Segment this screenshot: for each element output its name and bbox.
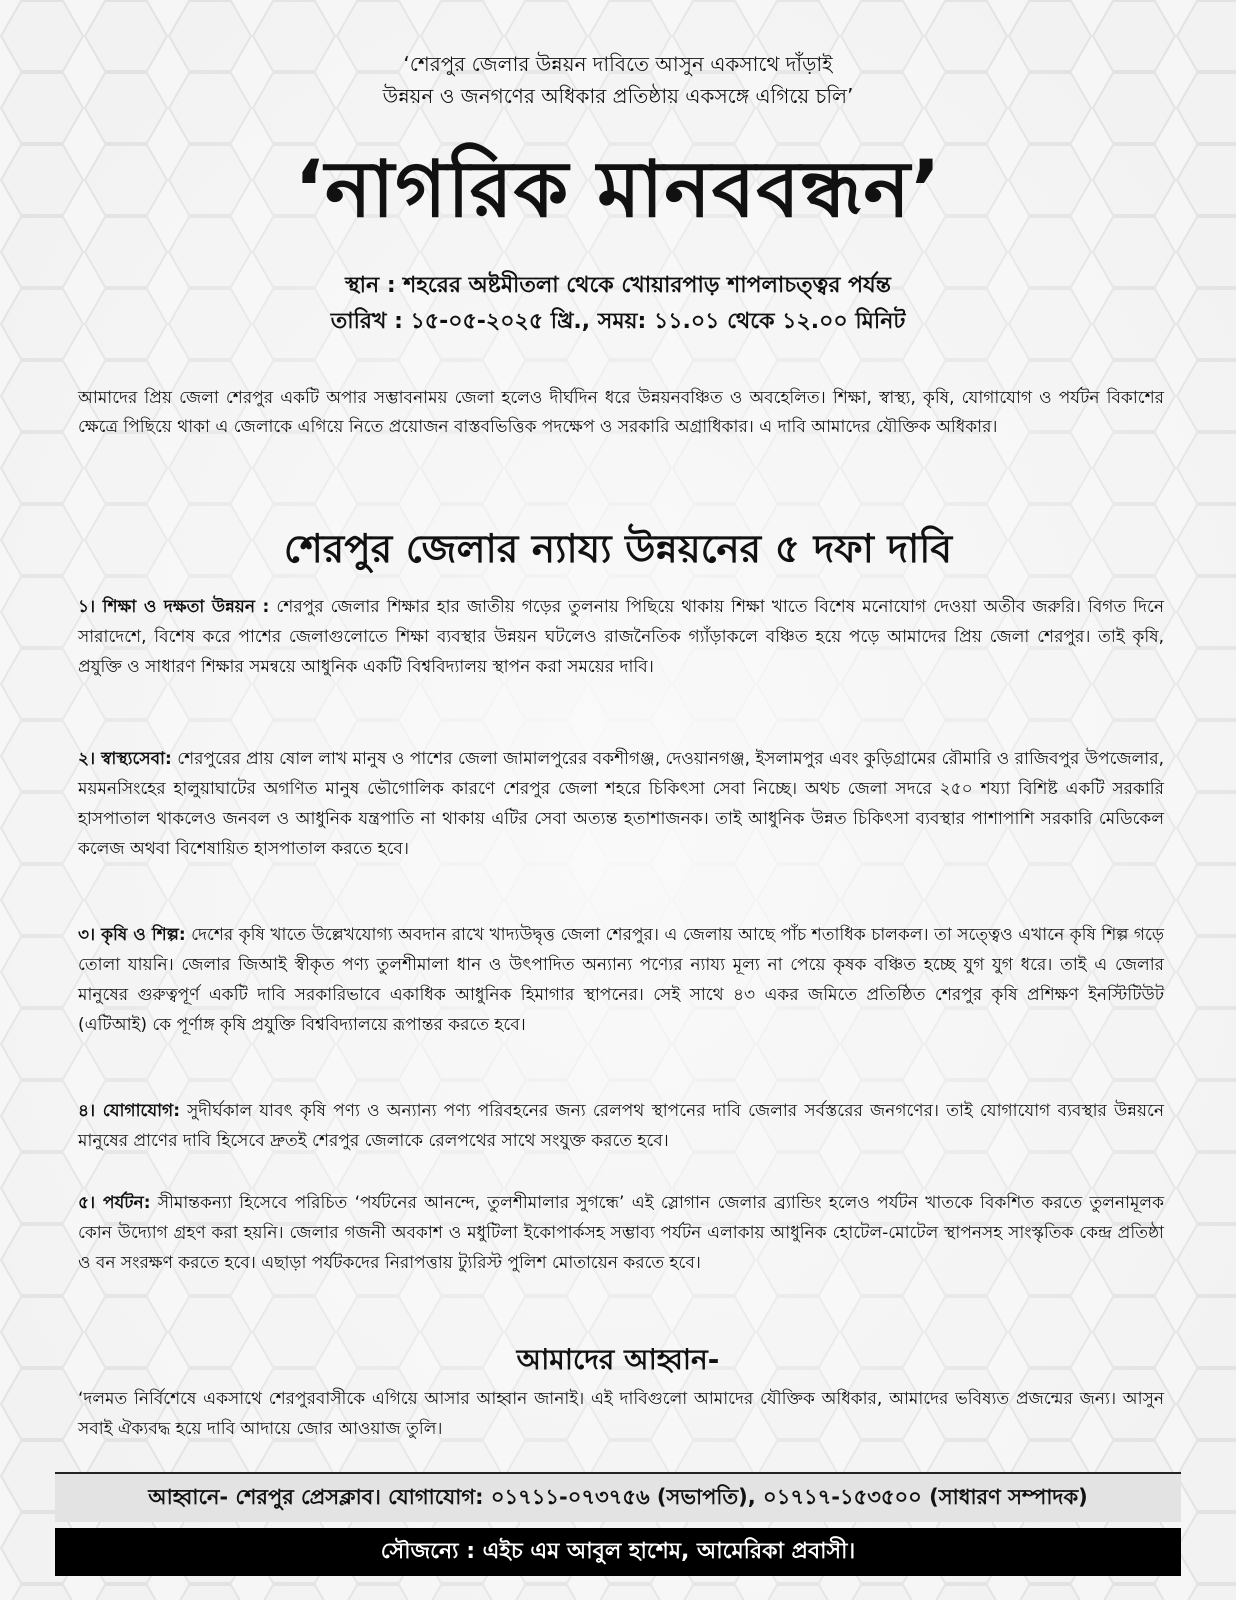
organizer-contact-bar: আহ্বানে- শেরপুর প্রেসক্লাব। যোগাযোগ: ০১৭১১-০৭৩৭৫৬ (সভাপতি), ০১৭১৭-১৫৩৫০০ (সাধারণ সম্পাদক) (55, 1472, 1181, 1522)
demand-item-communication (78, 1096, 1164, 1156)
demands-heading: শেরপুর জেলার ন্যায্য উন্নয়নের ৫ দফা দাবি (283, 527, 953, 572)
event-datetime: তারিখ : ১৫-০৫-২০২৫ খ্রি., সময়: ১১.০১ থেকে ১২.০০ মিনিট (330, 309, 906, 334)
demand-lead: ১। শিক্ষা ও দক্ষতা উন্নয়ন : (78, 597, 270, 617)
demand-item-health (78, 744, 1164, 864)
intro-paragraph: আমাদের প্রিয় জেলা শেরপুর একটি অপার সম্ভাবনাময় জেলা হলেও দীর্ঘদিন ধরে উন্নয়নবঞ্চিত ও অবহেলিত। শিক্ষা, স্বাস্থ্য, কৃষি, যোগাযোগ ও পর্যটন বিকাশের ক্ষেত্রে পিছিয়ে থাকা এ জেলাকে এগিয়ে নিতে প্রয়োজন বাস্তবভিত্তিক পদক্ষেপ ও সরকারি অগ্রাধিকার। এ দাবি আমাদের যৌক্তিক অধিকার। (78, 388, 1164, 437)
demand-text: সুদীর্ঘকাল যাবৎ কৃষি পণ্য ও অন্যান্য পণ্য পরিবহনের জন্য রেলপথ স্থাপনের দাবি জেলার সর্বস্তরের জনগণের। তাই যোগাযোগ ব্যবস্থার উন্নয়নে মানুষের প্রাণের দাবি হিসেবে দ্রুতই শেরপুর জেলাকে রেলপথের সাথে সংযুক্ত করতে হবে। (78, 1101, 1164, 1151)
demand-lead: ২। স্বাস্থ্যসেবা: (78, 749, 172, 769)
main-title: ‘নাগরিক মানববন্ধন’ (294, 145, 942, 235)
event-place: স্থান : শহরের অষ্টমীতলা থেকে খোয়ারপাড় শাপলাচত্ত্বর পর্যন্ত (345, 273, 891, 298)
call-paragraph: ‘দলমত নির্বিশেষে একসাথে শেরপুরবাসীকে এগিয়ে আসার আহ্বান জানাই। এই দাবিগুলো আমাদের যৌক্তিক অধিকার, আমাদের ভবিষ্যত প্রজন্মের জন্য। আসুন সবাই ঐক্যবদ্ধ হয়ে দাবি আদায়ে জোর আওয়াজ তুলি। (78, 1389, 1164, 1439)
demand-lead: ৩। কৃষি ও শিল্প: (78, 925, 186, 945)
demand-lead: ৫। পর্যটন: (78, 1193, 151, 1213)
tagline-line-2: উন্নয়ন ও জনগণের অধিকার প্রতিষ্ঠায় একসঙ্গে এগিয়ে চলি’ (382, 84, 854, 108)
demand-text: শেরপুরের প্রায় ষোল লাখ মানুষ ও পাশের জেলা জামালপুরের বকশীগঞ্জ, দেওয়ানগঞ্জ, ইসলামপুর এবং কুড়িগ্রামের রৌমারি ও রাজিবপুর উপজেলার, ময়মনসিংহের হালুয়াঘাটের অগণিত মানুষ ভৌগোলিক কারণে শেরপুর জেলা শহরে চিকিৎসা সেবা নিচ্ছে। অথচ জেলা সদরে ২৫০ শয্যা বিশিষ্ট একটি সরকারি হাসপাতাল থাকলেও জনবল ও আধুনিক যন্ত্রপাতি না থাকায় এটির সেবা অত্যন্ত হতাশাজনক। তাই আধুনিক উন্নত চিকিৎসা ব্যবস্থার পাশাপাশি সরকারি মেডিকেল কলেজ অথবা বিশেষায়িত হাসপাতাল করতে হবে। (78, 749, 1164, 859)
demand-item-tourism (78, 1188, 1164, 1278)
demand-item-agriculture (78, 920, 1164, 1040)
demand-lead: ৪। যোগাযোগ: (78, 1101, 180, 1121)
courtesy-bar: সৌজন্যে : এইচ এম আবুল হাশেম, আমেরিকা প্রবাসী। (55, 1528, 1181, 1576)
demand-text: শেরপুর জেলার শিক্ষার হার জাতীয় গড়ের তুলনায় পিছিয়ে থাকায় শিক্ষা খাতে বিশেষ মনোযোগ দেওয়া অতীব জরুরি। বিগত দিনে সারাদেশে, বিশেষ করে পাশের জেলাগুলোতে শিক্ষা ব্যবস্থার উন্নয়ন ঘটলেও রাজনৈতিক গ্যাঁড়াকলে বঞ্চিত হয়ে পড়ে আমাদের প্রিয় জেলা শেরপুর। তাই কৃষি, প্রযুক্তি ও সাধারণ শিক্ষার সমন্বয়ে আধুনিক একটি বিশ্ববিদ্যালয় স্থাপন করা সময়ের দাবি। (78, 597, 1164, 677)
tagline (0, 48, 1236, 112)
demand-text: সীমান্তকন্যা হিসেবে পরিচিত ‘পর্যটনের আনন্দে, তুলশীমালার সুগন্ধে’ এই স্লোগান জেলার ব্র্যান্ডিং হলেও পর্যটন খাতকে বিকশিত করতে তুলনামূলক কোন উদ্যোগ গ্রহণ করা হয়নি। জেলার গজনী অবকাশ ও মধুটিলা ইকোপার্কসহ সম্ভাব্য পর্যটন এলাকায় আধুনিক হোটেল-মোটেল স্থাপনসহ সাংস্কৃতিক কেন্দ্র প্রতিষ্ঠা ও বন সংরক্ষণ করতে হবে। এছাড়া পর্যটকদের নিরাপত্তায় ট্যুরিস্ট পুলিশ মোতায়েন করতে হবে। (78, 1193, 1164, 1273)
demand-text: দেশের কৃষি খাতে উল্লেখযোগ্য অবদান রাখে খাদ্যউদ্বৃত্ত জেলা শেরপুর। এ জেলায় আছে পাঁচ শতাধিক চালকল। তা সত্ত্বেও এখানে কৃষি শিল্প গড়ে তোলা যায়নি। জেলার জিআই স্বীকৃত পণ্য তুলশীমালা ধান ও উৎপাদিত অন্যান্য পণ্যের ন্যায্য মূল্য না পেয়ে কৃষক বঞ্চিত হচ্ছে যুগ যুগ ধরে। তাই এ জেলার মানুষের গুরুত্বপূর্ণ একটি দাবি সরকারিভাবে একাধিক আধুনিক হিমাগার স্থাপনের। সেই সাথে ৪৩ একর জমিতে প্রতিষ্ঠিত শেরপুর কৃষি প্রশিক্ষণ ইনস্টিটিউট (এটিআই) কে পূর্ণাঙ্গ কৃষি প্রযুক্তি বিশ্ববিদ্যালয়ে রূপান্তর করতে হবে। (78, 925, 1165, 1035)
demand-item-education (78, 592, 1164, 682)
call-heading: আমাদের আহ্বান- (516, 1343, 720, 1376)
event-details (0, 268, 1236, 340)
tagline-line-1: ‘শেরপুর জেলার উন্নয়ন দাবিতে আসুন একসাথে দাঁড়াই (403, 52, 833, 76)
